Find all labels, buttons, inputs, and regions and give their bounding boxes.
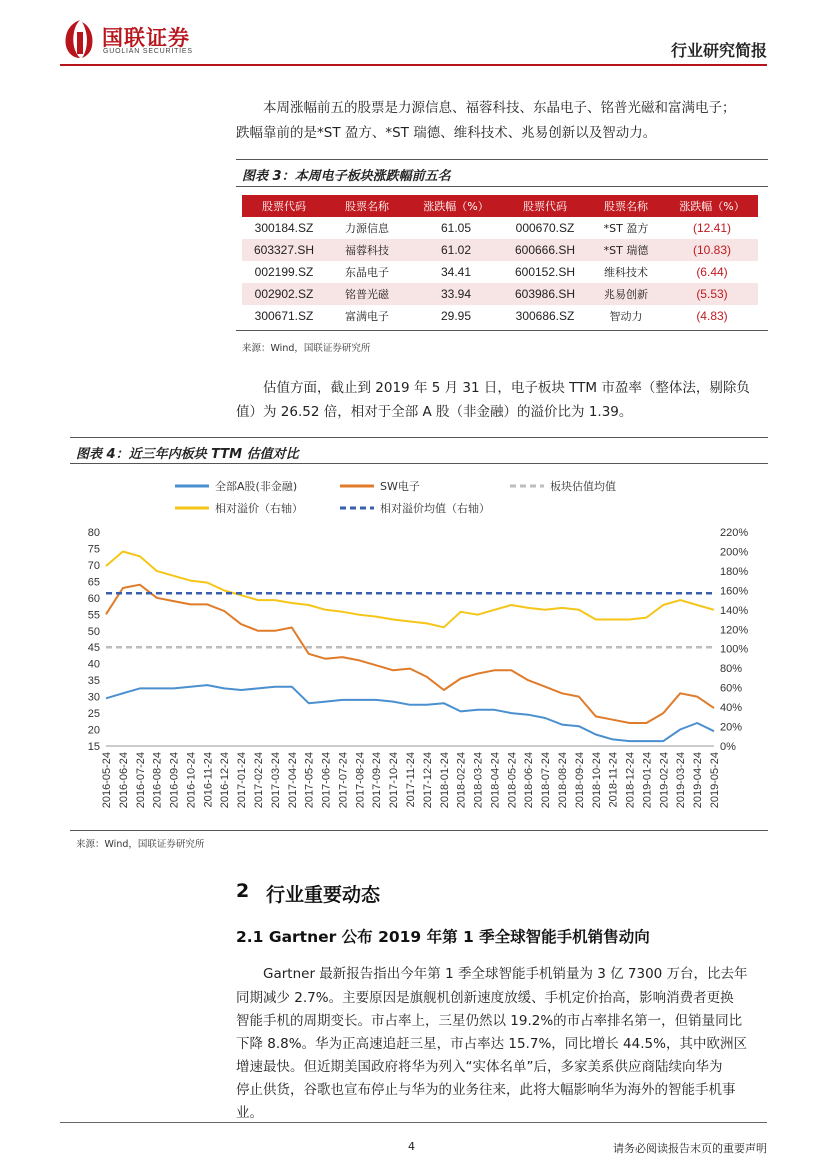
stock-name: 维科技术 <box>604 266 648 279</box>
x-tick-label: 2018-12-24 <box>624 752 637 809</box>
stock-code: 000670.SZ <box>515 221 575 235</box>
y-right-tick-label: 180% <box>720 565 749 578</box>
x-tick-label: 2017-03-24 <box>269 752 282 809</box>
figure3-top-rule <box>236 159 768 160</box>
y-left-tick-label: 35 <box>87 675 100 688</box>
x-tick-label: 2017-04-24 <box>286 752 299 809</box>
y-right-tick-label: 0% <box>720 741 736 753</box>
stock-change: (12.41) <box>692 221 732 235</box>
stock-code: 600666.SH <box>504 239 586 261</box>
logo-name: 国联证券 <box>102 26 190 50</box>
legend-label: SW电子 <box>380 480 420 493</box>
x-tick-label: 2017-05-24 <box>303 752 316 809</box>
x-tick-label: 2016-10-24 <box>185 752 198 809</box>
y-right-tick-label: 100% <box>720 643 749 656</box>
y-right-tick-label: 120% <box>720 624 749 637</box>
y-left-tick-label: 45 <box>87 642 100 655</box>
stock-change: 61.05 <box>440 221 472 235</box>
x-tick-label: 2016-12-24 <box>219 752 232 809</box>
figure4-source: 来源：Wind，国联证券研究所 <box>76 839 205 850</box>
x-tick-label: 2017-11-24 <box>405 752 417 808</box>
body-line-5: 增速最快。但近期美国政府将华为列入“实体名单”后，多家美系供应商陆续向华为 <box>236 1059 723 1075</box>
y-left-tick-label: 25 <box>87 708 100 721</box>
series-line <box>106 552 714 628</box>
x-tick-label: 2018-01-24 <box>438 752 451 809</box>
figure3-title: 图表 3：本周电子板块涨跌幅前五名 <box>242 169 451 184</box>
stock-name: 铭普光磁 <box>326 283 408 305</box>
stock-name: 兆易创新 <box>586 283 666 305</box>
table-row <box>242 239 758 261</box>
x-tick-label: 2018-10-24 <box>590 752 603 809</box>
x-tick-label: 2018-07-24 <box>540 752 553 809</box>
x-tick-label: 2018-08-24 <box>557 752 569 809</box>
legend-label: 板块估值均值 <box>550 480 616 493</box>
x-tick-label: 2016-08-24 <box>151 752 164 809</box>
stock-code: 002199.SZ <box>254 265 314 279</box>
stock-code: 300671.SZ <box>254 309 314 323</box>
figure3-bottom-rule <box>236 330 768 331</box>
y-left-tick-label: 15 <box>87 741 100 753</box>
figure4-title-rule <box>70 463 768 464</box>
stock-change: 33.94 <box>408 283 504 305</box>
table-row <box>242 283 758 305</box>
stock-name: 富满电子 <box>345 310 389 323</box>
logo <box>60 18 220 60</box>
x-tick-label: 2017-10-24 <box>388 752 401 809</box>
stock-code: 300184.SZ <box>254 221 314 235</box>
stock-name: 力源信息 <box>345 222 389 235</box>
y-right-tick-label: 220% <box>720 527 749 539</box>
x-tick-label: 2019-04-24 <box>692 752 705 809</box>
x-tick-label: 2017-02-24 <box>253 752 265 809</box>
body-line-7: 业。 <box>236 1105 263 1121</box>
figure4-bottom-rule <box>70 830 768 831</box>
x-tick-label: 2019-03-24 <box>675 752 688 809</box>
series-line <box>106 585 714 723</box>
x-tick-label: 2019-02-24 <box>658 752 671 809</box>
y-left-tick-label: 20 <box>87 724 100 737</box>
valuation-line-2: 值）为 26.52 倍，相对于全部 A 股（非金融）的溢价比为 1.39。 <box>236 404 633 420</box>
x-tick-label: 2017-08-24 <box>354 752 367 809</box>
logo-mark-icon <box>60 18 100 60</box>
intro-line-2: 跌幅靠前的是*ST 盈方、*ST 瑞德、维科技术、兆易创新以及智动力。 <box>236 125 657 141</box>
stock-name: 福蓉科技 <box>326 239 408 261</box>
stock-code: 600152.SH <box>514 265 576 279</box>
x-tick-label: 2017-06-24 <box>320 752 333 809</box>
x-tick-label: 2016-06-24 <box>117 752 130 809</box>
x-tick-label: 2016-05-24 <box>101 752 113 809</box>
figure4-top-rule <box>70 437 768 438</box>
table-row <box>242 217 758 239</box>
report-type: 行业研究简报 <box>670 41 767 60</box>
stock-change: 29.95 <box>440 309 472 323</box>
subsection-title: 2.1 Gartner 公布 2019 年第 1 季全球智能手机销售动向 <box>236 928 650 946</box>
valuation-chart <box>70 466 768 828</box>
figure3-source: 来源：Wind，国联证券研究所 <box>242 343 371 354</box>
body-line-3: 智能手机的周期变长。市占率上，三星仍然以 19.2%的市占率排名第一，但销量同比 <box>236 1013 743 1029</box>
header-change-1: 涨跌幅（%） <box>408 195 504 217</box>
logo-subtitle: GUOLIAN SECURITIES <box>103 48 193 55</box>
legend-label: 相对溢价（右轴） <box>215 502 303 515</box>
stock-change: (5.53) <box>666 283 758 305</box>
x-tick-label: 2019-05-24 <box>709 752 721 809</box>
stock-name: 智动力 <box>609 310 643 323</box>
y-left-tick-label: 55 <box>87 609 100 622</box>
y-right-tick-label: 80% <box>720 663 743 676</box>
stock-name: 东晶电子 <box>345 266 389 279</box>
section-title: 行业重要动态 <box>266 884 381 906</box>
stock-change: 61.02 <box>408 239 504 261</box>
stock-code: 603327.SH <box>242 239 326 261</box>
page-number: 4 <box>408 1140 415 1153</box>
header-change-2: 涨跌幅（%） <box>666 195 758 217</box>
x-tick-label: 2018-02-24 <box>455 752 468 809</box>
figure3-table <box>242 195 758 327</box>
table-header-row <box>242 195 758 217</box>
footer-disclaimer: 请务必阅读报告末页的重要声明 <box>613 1142 767 1155</box>
header-divider <box>60 64 767 66</box>
header-name-2: 股票名称 <box>586 195 666 217</box>
header-name-1: 股票名称 <box>326 195 408 217</box>
y-left-tick-label: 40 <box>87 658 100 671</box>
y-left-tick-label: 30 <box>87 691 100 704</box>
body-line-2: 同期减少 2.7%。主要原因是旗舰机创新速度放缓、手机定价抬高，影响消费者更换 <box>236 990 734 1006</box>
x-tick-label: 2017-12-24 <box>421 752 434 809</box>
x-tick-label: 2017-01-24 <box>236 752 249 809</box>
header-code-2: 股票代码 <box>504 195 586 217</box>
x-tick-label: 2018-04-24 <box>489 752 502 809</box>
y-right-tick-label: 20% <box>720 721 743 734</box>
y-left-tick-label: 60 <box>87 592 100 605</box>
x-tick-label: 2018-09-24 <box>573 752 586 809</box>
valuation-line-1: 估值方面，截止到 2019 年 5 月 31 日，电子板块 TTM 市盈率（整体法，剔除负 <box>263 380 750 396</box>
footer-divider <box>60 1122 767 1123</box>
y-right-tick-label: 160% <box>720 585 749 598</box>
x-tick-label: 2016-11-24 <box>202 752 215 808</box>
figure4-title: 图表 4：近三年内板块 TTM 估值对比 <box>76 447 299 462</box>
stock-change: (10.83) <box>666 239 758 261</box>
y-right-tick-label: 40% <box>720 702 743 715</box>
x-tick-label: 2018-11-24 <box>607 752 620 808</box>
section-number: 2 <box>236 880 250 902</box>
legend-label: 全部A股(非金融) <box>215 480 298 493</box>
y-right-tick-label: 140% <box>720 604 749 617</box>
y-right-tick-label: 200% <box>720 546 749 559</box>
y-left-tick-label: 70 <box>87 559 100 572</box>
table-row <box>242 261 758 283</box>
y-right-tick-label: 60% <box>720 682 743 695</box>
body-line-6: 停止供货，谷歌也宣布停止与华为的业务往来，此将大幅影响华为海外的智能手机事 <box>236 1082 736 1098</box>
x-tick-label: 2018-05-24 <box>506 752 519 809</box>
stock-code: 300686.SZ <box>515 309 575 323</box>
y-left-tick-label: 80 <box>87 527 100 539</box>
x-tick-label: 2018-03-24 <box>472 752 485 809</box>
header-code-1: 股票代码 <box>242 195 326 217</box>
x-tick-label: 2016-07-24 <box>134 752 147 809</box>
figure3-title-rule <box>236 186 768 187</box>
legend-label: 相对溢价均值（右轴） <box>380 502 490 515</box>
x-tick-label: 2017-07-24 <box>337 752 350 809</box>
table-row <box>242 305 758 327</box>
series-line <box>106 685 714 741</box>
y-left-tick-label: 75 <box>87 543 100 556</box>
stock-name: *ST 瑞德 <box>586 239 666 261</box>
x-tick-label: 2018-06-24 <box>523 752 536 809</box>
stock-change: (4.83) <box>696 309 728 323</box>
x-tick-label: 2016-09-24 <box>168 752 181 809</box>
body-line-1: Gartner 最新报告指出今年第 1 季全球智能手机销量为 3 亿 7300 万台，比去年 <box>263 966 748 982</box>
stock-change: (6.44) <box>696 265 728 279</box>
stock-change: 34.41 <box>440 265 472 279</box>
x-tick-label: 2019-01-24 <box>641 752 654 809</box>
stock-code: 002902.SZ <box>242 283 326 305</box>
stock-name: *ST 盈方 <box>603 222 649 235</box>
y-left-tick-label: 65 <box>87 576 100 589</box>
y-left-tick-label: 50 <box>87 625 100 638</box>
body-line-4: 下降 8.8%。华为正高速追赶三星，市占率达 15.7%，同比增长 44.5%，其中欧洲区 <box>236 1036 747 1052</box>
stock-code: 603986.SH <box>504 283 586 305</box>
intro-line-1: 本周涨幅前五的股票是力源信息、福蓉科技、东晶电子、铭普光磁和富满电子； <box>263 100 736 116</box>
x-tick-label: 2017-09-24 <box>371 752 384 809</box>
